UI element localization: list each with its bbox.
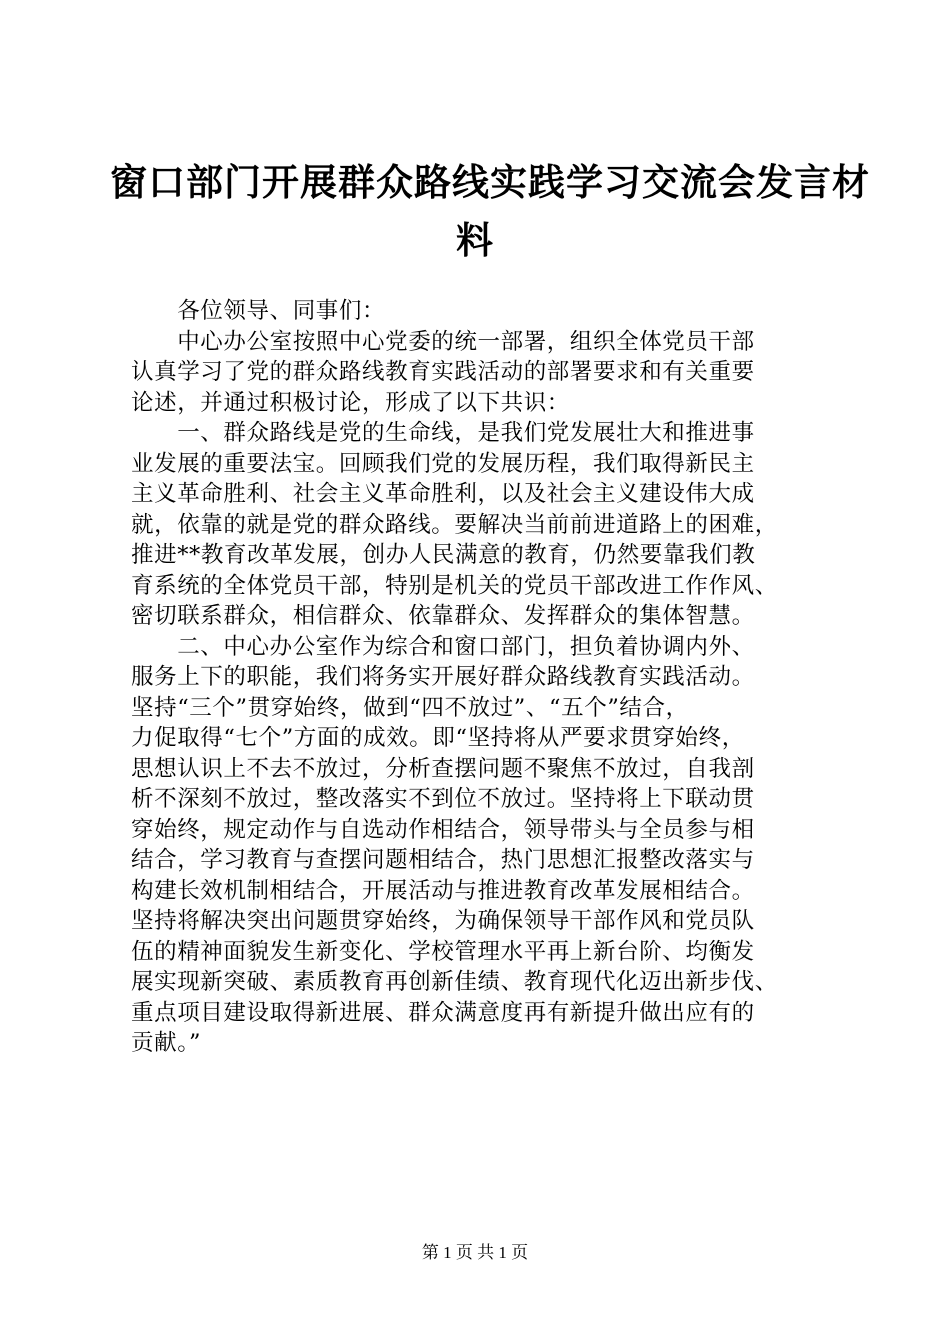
body-line: 二、中心办公室作为综合和窗口部门，担负着协调内外、 — [131, 633, 755, 660]
document-title-line-2: 料 — [456, 218, 494, 262]
body-line: 就，依靠的就是党的群众路线。要解决当前前进道路上的困难， — [131, 511, 778, 538]
document-title-line-1: 窗口部门开展群众路线实践学习交流会发言材 — [110, 160, 870, 204]
body-line: 思想认识上不去不放过，分析查摆问题不聚焦不放过，自我剖 — [131, 755, 755, 782]
body-line: 密切联系群众，相信群众、依靠群众、发挥群众的集体智慧。 — [131, 603, 755, 629]
body-line: 论述，并通过积极讨论，形成了以下共识： — [131, 389, 570, 416]
body-line: 中心办公室按照中心党委的统一部署，组织全体党员干部 — [131, 328, 755, 355]
body-line: 贡献。” — [131, 1030, 202, 1056]
body-line: 各位领导、同事们： — [131, 298, 386, 324]
body-line: 展实现新突破、素质教育再创新佳绩、教育现代化迈出新步伐、 — [131, 969, 778, 995]
body-line: 重点项目建设取得新进展、群众满意度再有新提升做出应有的 — [131, 999, 755, 1026]
body-line: 推进**教育改革发展，创办人民满意的教育，仍然要靠我们教 — [131, 542, 756, 568]
body-line: 服务上下的职能，我们将务实开展好群众路线教育实践活动。 — [131, 664, 755, 690]
body-line: 主义革命胜利、社会主义革命胜利，以及社会主义建设伟大成 — [131, 481, 755, 507]
body-line: 析不深刻不放过，整改落实不到位不放过。坚持将上下联动贯 — [131, 786, 755, 812]
body-line: 穿始终，规定动作与自选动作相结合，领导带头与全员参与相 — [131, 816, 755, 843]
body-line: 育系统的全体党员干部，特别是机关的党员干部改进工作作风、 — [131, 572, 778, 599]
body-line: 力促取得“七个”方面的成效。即“坚持将从严要求贯穿始终， — [131, 725, 745, 751]
body-line: 结合，学习教育与查摆问题相结合，热门思想汇报整改落实与 — [131, 847, 755, 873]
document-body — [131, 296, 851, 1059]
body-line: 坚持将解决突出问题贯穿始终，为确保领导干部作风和党员队 — [131, 908, 755, 934]
body-line: 业发展的重要法宝。回顾我们党的发展历程，我们取得新民主 — [131, 450, 755, 477]
body-line: 坚持“三个”贯穿始终，做到“四不放过”、“五个”结合， — [131, 694, 689, 721]
body-line: 一、群众路线是党的生命线，是我们党发展壮大和推进事 — [131, 420, 755, 446]
body-line: 认真学习了党的群众路线教育实践活动的部署要求和有关重要 — [131, 359, 755, 385]
body-line: 伍的精神面貌发生新变化、学校管理水平再上新台阶、均衡发 — [131, 938, 755, 965]
page-footer: 第 1 页 共 1 页 — [421, 1243, 529, 1262]
body-line: 构建长效机制相结合，开展活动与推进教育改革发展相结合。 — [131, 877, 755, 904]
